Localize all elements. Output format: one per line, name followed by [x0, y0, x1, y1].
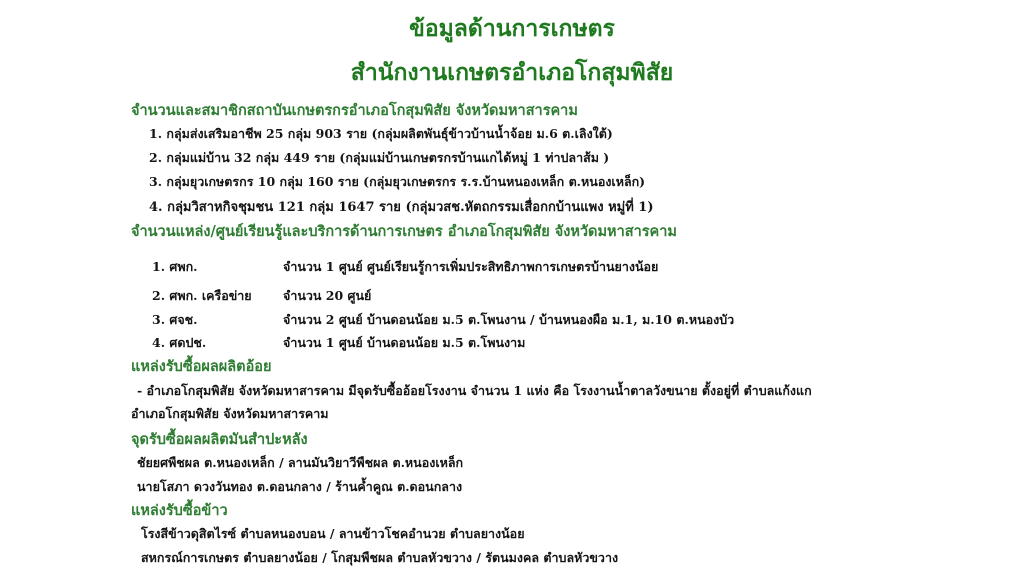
centers-heading: จำนวนแหล่ง/ศูนย์เรียนรู้และบริการด้านการเกษตร อำเภอโกสุมพิสัย จังหวัดมหาสารคาม	[131, 223, 677, 240]
center-name: 1. ศพก.	[152, 259, 198, 274]
rice-line-2: สหกรณ์การเกษตร ตำบลยางน้อย / โกสุมพืชผล ตำบลหัวขวาง / รัตนมงคล ตำบลหัวขวาง	[141, 550, 619, 565]
center-detail: จำนวน 2 ศูนย์ บ้านดอนน้อย ม.5 ต.โพนงาน / บ้านหนองผือ ม.1, ม.10 ต.หนองบัว	[283, 312, 735, 327]
center-name: 3. ศจช.	[152, 312, 198, 327]
sugarcane-line-2: อำเภอโกสุมพิสัย จังหวัดมหาสารคาม	[131, 406, 329, 421]
rice-heading: แหล่งรับซื้อข้าว	[131, 502, 228, 519]
center-detail: จำนวน 20 ศูนย์	[283, 288, 372, 303]
group-item-1: 1. กลุ่มส่งเสริมอาชีพ 25 กลุ่ม 903 ราย (กลุ่มผลิตพันธุ์ข้าวบ้านน้ำจ้อย ม.6 ต.เลิงใต้)	[149, 126, 613, 141]
rice-line-1: โรงสีข้าวดุสิตไรซ์ ตำบลหนองบอน / ลานข้าวโชคอำนวย ตำบลยางน้อย	[141, 526, 525, 541]
cassava-line-1: ชัยยศพืชผล ต.หนองเหล็ก / ลานมันวิยาวีพืชผล ต.หนองเหล็ก	[137, 455, 464, 470]
title-line-1: ข้อมูลด้านการเกษตร	[409, 16, 615, 42]
group-item-4: 4. กลุ่มวิสาหกิจชุมชน 121 กลุ่ม 1647 ราย (กลุ่มวสช.หัตถกรรมเสื่อกกบ้านแพง หมู่ที่ 1)	[149, 200, 654, 215]
center-detail: จำนวน 1 ศูนย์ ศูนย์เรียนรู้การเพิ่มประสิทธิภาพการเกษตรบ้านยางน้อย	[283, 259, 659, 274]
center-name: 2. ศพก. เครือข่าย	[152, 288, 252, 303]
groups-heading: จำนวนและสมาชิกสถาบันเกษตรกรอำเภอโกสุมพิสัย จังหวัดมหาสารคาม	[131, 102, 578, 119]
center-name: 4. ศดปช.	[152, 335, 207, 350]
title-line-2: สำนักงานเกษตรอำเภอโกสุมพิสัย	[350, 60, 674, 86]
cassava-heading: จุดรับซื้อผลผลิตมันสำปะหลัง	[131, 431, 308, 448]
group-item-3: 3. กลุ่มยุวเกษตรกร 10 กลุ่ม 160 ราย (กลุ่มยุวเกษตรกร ร.ร.บ้านหนองเหล็ก ต.หนองเหล็ก)	[149, 174, 646, 189]
group-item-2: 2. กลุ่มแม่บ้าน 32 กลุ่ม 449 ราย (กลุ่มแม่บ้านเกษตรกรบ้านแกได้หมู่ 1 ท่าปลาส้ม )	[149, 150, 610, 165]
sugarcane-heading: แหล่งรับซื้อผลผลิตอ้อย	[131, 358, 272, 375]
sugarcane-line-1: - อำเภอโกสุมพิสัย จังหวัดมหาสารคาม มีจุดรับซื้ออ้อยโรงงาน จำนวน 1 แห่ง คือ โรงงานน้ำตาลวังขนาย ตั้งอยู่ที่ ตำบลแก้งแก	[137, 383, 812, 398]
center-detail: จำนวน 1 ศูนย์ บ้านดอนน้อย ม.5 ต.โพนงาม	[283, 335, 526, 350]
cassava-line-2: นายโสภา ดวงวันทอง ต.ดอนกลาง / ร้านค้ำคูณ ต.ดอนกลาง	[137, 479, 463, 494]
